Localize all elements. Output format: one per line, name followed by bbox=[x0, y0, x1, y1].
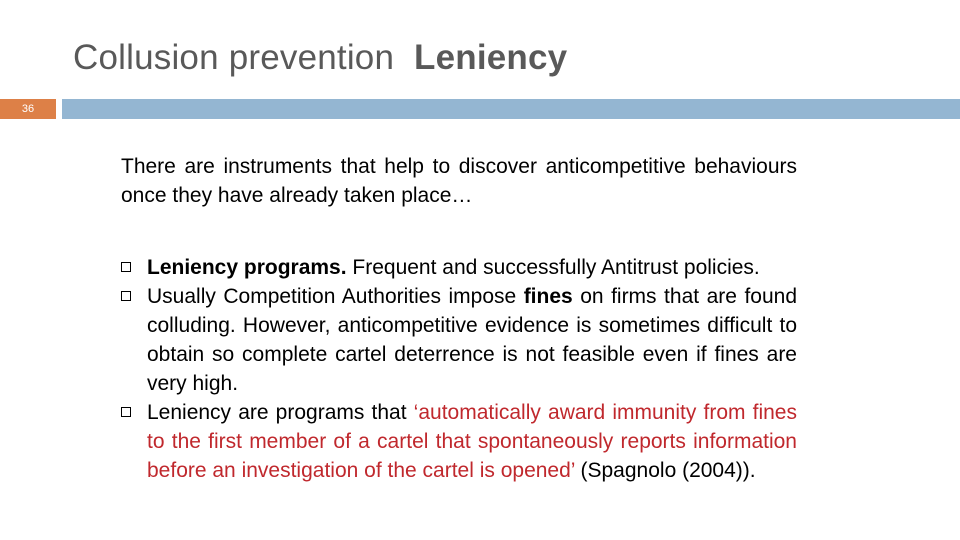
bullet-text: Leniency are programs that bbox=[147, 401, 414, 424]
bullet-quote: ‘automatically award immunity from fines to the first member of a cartel that spontaneously reports information before an investigation of the cartel is opened’ bbox=[147, 401, 797, 482]
bullet-emphasis: fines bbox=[523, 285, 573, 308]
bullet-citation: (Spagnolo (2004)). bbox=[574, 459, 756, 482]
square-bullet-icon bbox=[121, 291, 131, 301]
title-subtopic: Leniency bbox=[414, 38, 568, 77]
bullet-item bbox=[121, 253, 797, 282]
bullet-text: on firms that are found colluding. However, anticompetitive evidence is sometimes difficult to obtain so complete cartel deterrence is not feasible even if fines are very high. bbox=[147, 285, 797, 395]
bullet-item bbox=[121, 398, 797, 485]
intro-paragraph: There are instruments that help to discover anticompetitive behaviours once they have already taken place… bbox=[121, 155, 797, 207]
bullet-list bbox=[121, 253, 797, 485]
title-topic: Collusion prevention bbox=[73, 38, 395, 77]
bullet-text: Usually Competition Authorities impose bbox=[147, 285, 524, 308]
slide-title bbox=[73, 38, 567, 78]
bullet-text: Frequent and successfully Antitrust policies. bbox=[346, 256, 760, 279]
square-bullet-icon bbox=[121, 262, 131, 272]
bullet-item bbox=[121, 282, 797, 398]
header-divider-bar bbox=[62, 99, 960, 119]
slide-number: 36 bbox=[21, 103, 35, 115]
bullet-lead: Leniency programs. bbox=[147, 256, 347, 279]
square-bullet-icon bbox=[121, 407, 131, 417]
